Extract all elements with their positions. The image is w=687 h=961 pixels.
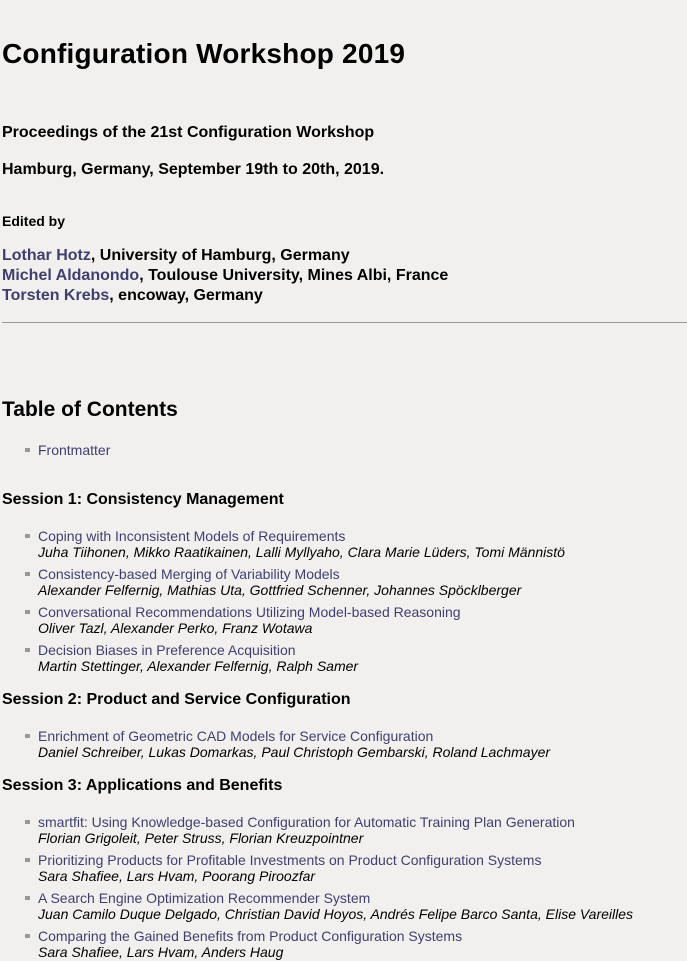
paper-authors: Florian Grigoleit, Peter Struss, Florian Kreuzpointner — [38, 830, 364, 846]
list-item — [0, 442, 687, 458]
paper-authors: Oliver Tazl, Alexander Perko, Franz Wotawa — [38, 620, 313, 636]
list-item — [0, 528, 687, 560]
editor-entry — [2, 286, 448, 306]
paper-link[interactable]: Coping with Inconsistent Models of Requirements — [38, 528, 346, 544]
editor-affiliation: , University of Hamburg, Germany — [90, 247, 350, 264]
editor-link[interactable]: Michel Aldanondo — [2, 267, 140, 284]
bullet-icon — [25, 896, 30, 900]
paper-authors: Juan Camilo Duque Delgado, Christian David Hoyos, Andrés Felipe Barco Santa, Elise Vareilles — [38, 906, 634, 922]
list-item — [0, 642, 687, 674]
list-item — [0, 728, 687, 760]
bullet-icon — [25, 820, 30, 824]
frontmatter-link[interactable]: Frontmatter — [38, 442, 111, 458]
bullet-icon — [25, 648, 30, 652]
paper-link[interactable]: Prioritizing Products for Profitable Investments on Product Configuration Systems — [38, 852, 542, 868]
editor-link[interactable]: Torsten Krebs — [2, 287, 110, 304]
page-title: Configuration Workshop 2019 — [2, 38, 406, 69]
paper-link[interactable]: Decision Biases in Preference Acquisition — [38, 642, 296, 658]
editors-list — [2, 246, 448, 306]
location-date: Hamburg, Germany, September 19th to 20th, 2019. — [2, 161, 385, 178]
paper-authors: Juha Tiihonen, Mikko Raatikainen, Lalli Myllyaho, Clara Marie Lüders, Tomi Männistö — [38, 544, 565, 560]
paper-link[interactable]: Consistency-based Merging of Variability Models — [38, 566, 340, 582]
proceedings-subtitle: Proceedings of the 21st Configuration Workshop — [2, 124, 375, 141]
bullet-icon — [25, 572, 30, 576]
bullet-icon — [25, 610, 30, 614]
bullet-icon — [25, 734, 30, 738]
list-item — [0, 890, 687, 922]
editor-entry — [2, 266, 448, 286]
session-heading: Session 3: Applications and Benefits — [2, 777, 283, 794]
session-3-papers — [0, 814, 687, 960]
paper-link[interactable]: A Search Engine Optimization Recommender System — [38, 890, 371, 906]
paper-authors: Daniel Schreiber, Lukas Domarkas, Paul Christoph Gembarski, Roland Lachmayer — [38, 744, 551, 760]
paper-authors: Martin Stettinger, Alexander Felfernig, Ralph Samer — [38, 658, 359, 674]
paper-authors: Alexander Felfernig, Mathias Uta, Gottfried Schenner, Johannes Spöcklberger — [38, 582, 522, 598]
editor-entry — [2, 246, 448, 266]
session-2-papers — [0, 728, 687, 760]
toc-title: Table of Contents — [2, 398, 178, 421]
editor-affiliation: , Toulouse University, Mines Albi, France — [139, 267, 449, 284]
bullet-icon — [25, 934, 30, 938]
edited-by-label: Edited by — [2, 213, 66, 229]
frontmatter-list — [0, 442, 687, 458]
session-1-papers — [0, 528, 687, 674]
divider — [2, 322, 687, 323]
session-heading: Session 2: Product and Service Configuration — [2, 691, 351, 708]
list-item — [0, 928, 687, 960]
paper-link[interactable]: smartfit: Using Knowledge-based Configuration for Automatic Training Plan Generation — [38, 814, 575, 830]
editor-affiliation: , encoway, Germany — [109, 287, 263, 304]
bullet-icon — [25, 448, 30, 452]
paper-link[interactable]: Conversational Recommendations Utilizing Model-based Reasoning — [38, 604, 461, 620]
bullet-icon — [25, 858, 30, 862]
list-item — [0, 566, 687, 598]
paper-authors: Sara Shafiee, Lars Hvam, Anders Haug — [38, 944, 284, 960]
list-item — [0, 604, 687, 636]
bullet-icon — [25, 534, 30, 538]
paper-link[interactable]: Enrichment of Geometric CAD Models for Service Configuration — [38, 728, 434, 744]
session-heading: Session 1: Consistency Management — [2, 491, 284, 508]
list-item — [0, 814, 687, 846]
paper-authors: Sara Shafiee, Lars Hvam, Poorang Piroozfar — [38, 868, 316, 884]
editor-link[interactable]: Lothar Hotz — [2, 247, 91, 264]
list-item — [0, 852, 687, 884]
paper-link[interactable]: Comparing the Gained Benefits from Product Configuration Systems — [38, 928, 463, 944]
